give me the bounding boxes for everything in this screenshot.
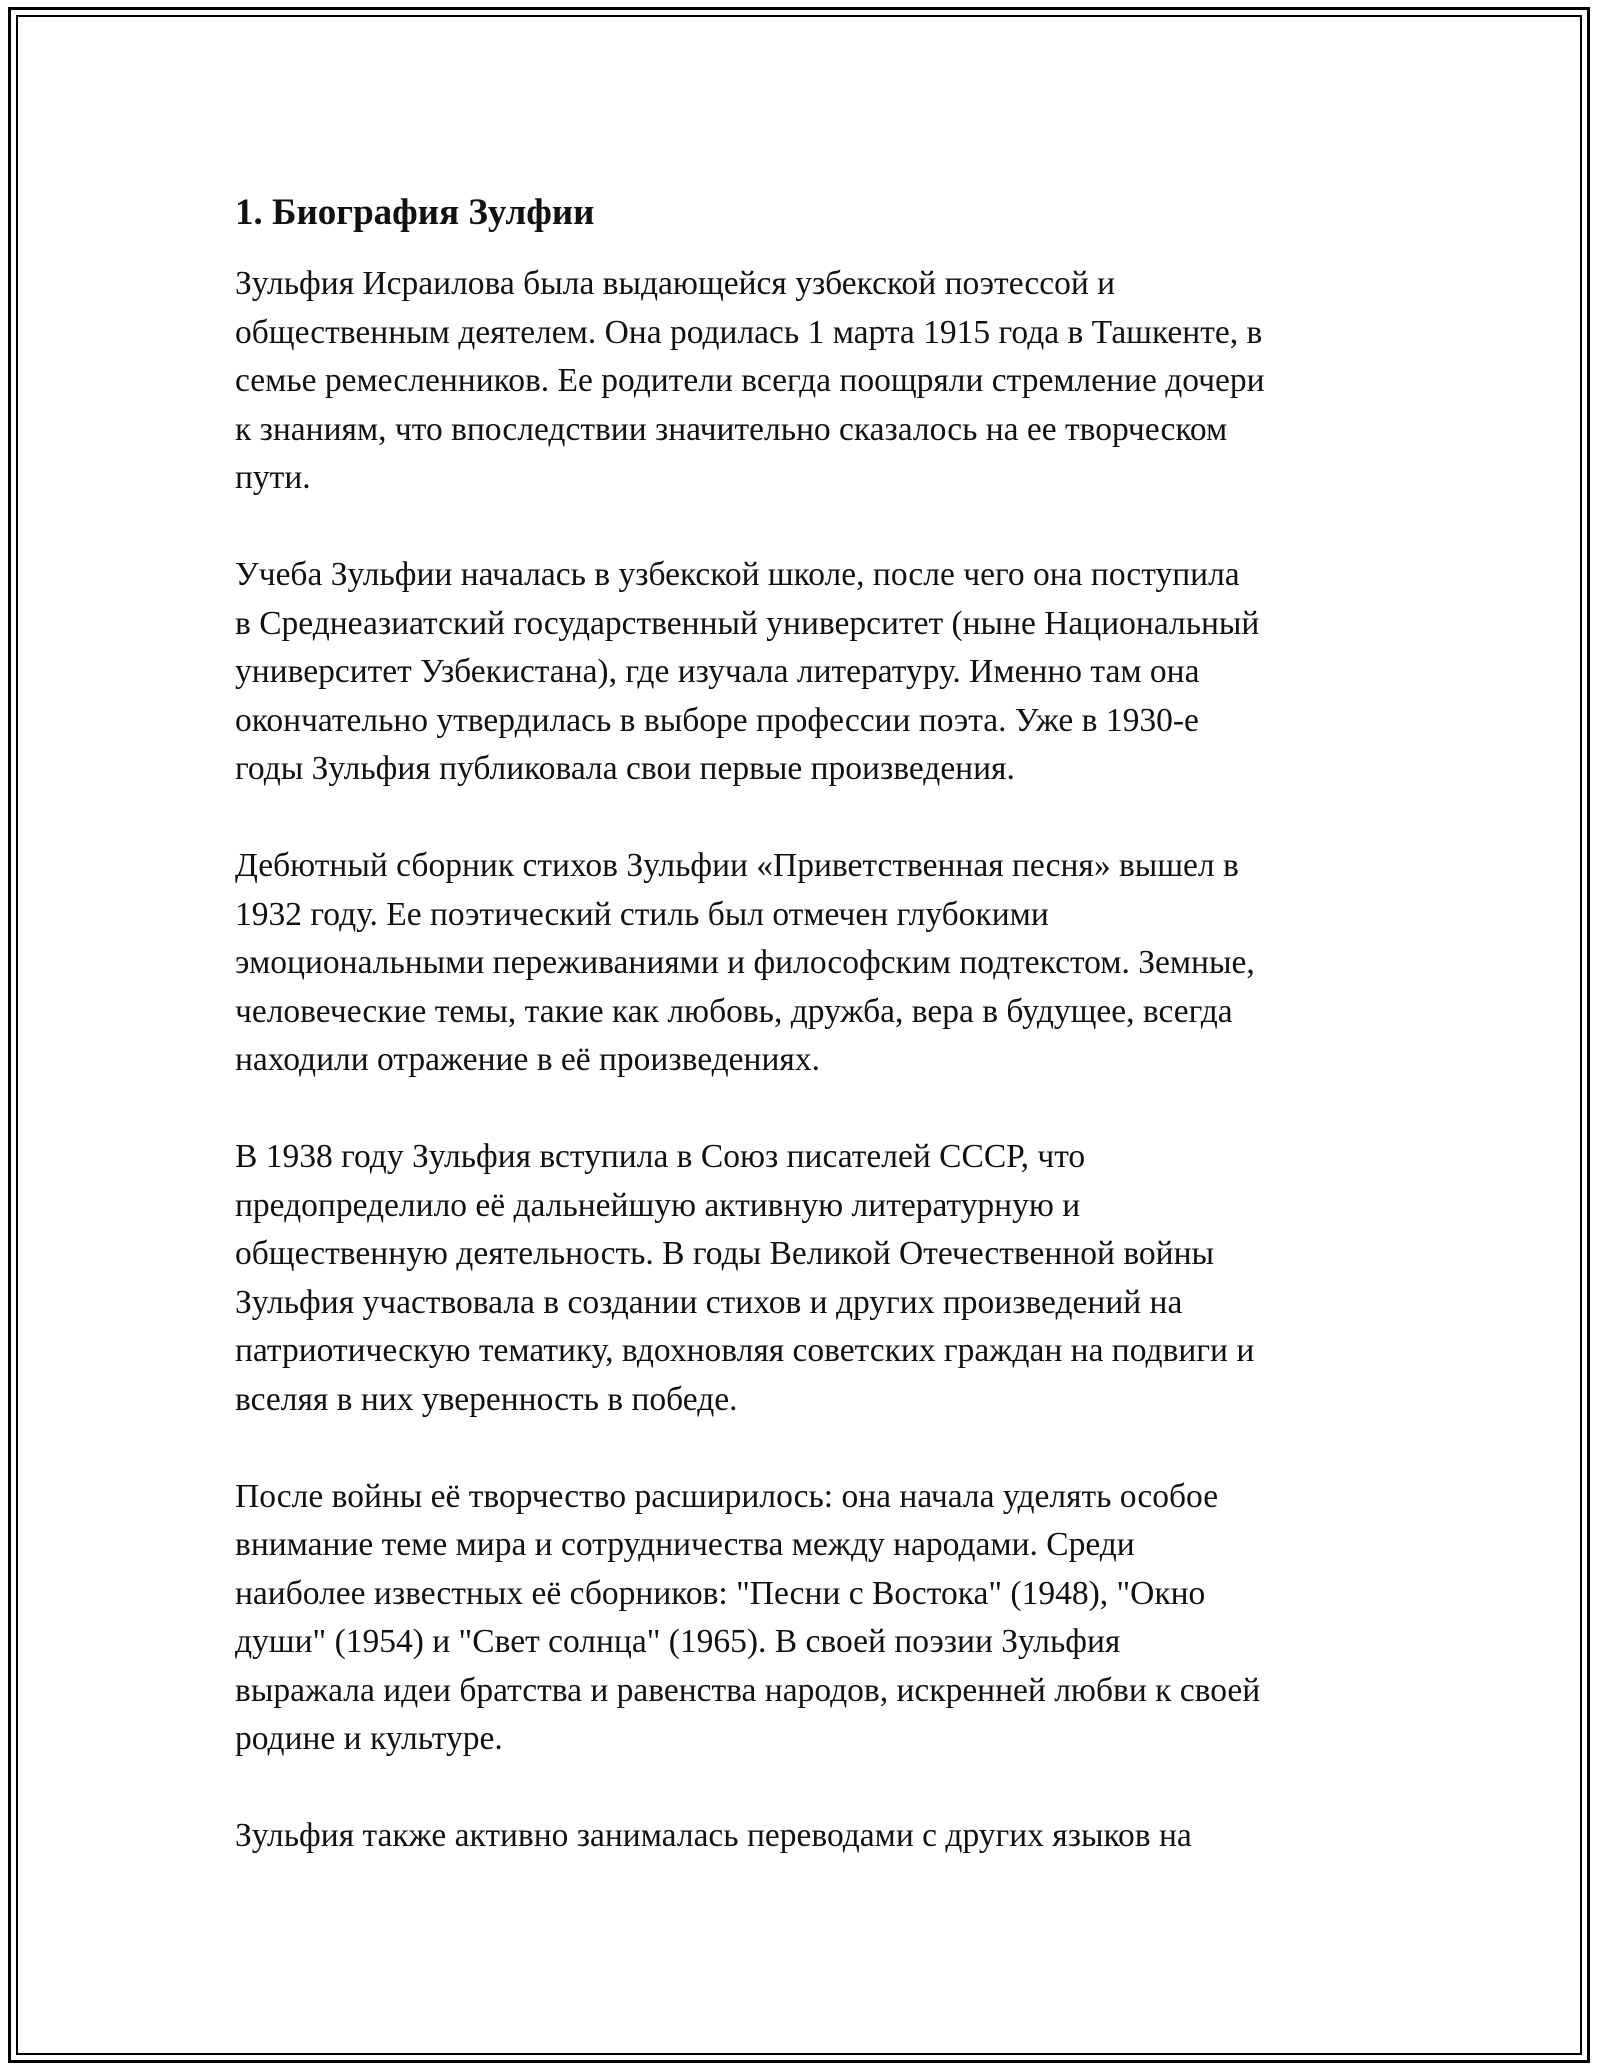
paragraph-6: Зульфия также активно занималась переводами с других языков на — [235, 1817, 1192, 1854]
paragraph-2: Учеба Зульфии началась в узбекской школе, после чего она поступила в Среднеазиатский государственный университет (ныне Национальный университет Узбекистана), где изучала литературу. Именно там она окончательно утвердилась в выборе профессии поэта. Уже в 1930-е годы Зульфия публиковала свои первые произведения. — [235, 556, 1260, 787]
document-body — [235, 188, 1395, 1909]
paragraph-1: Зульфия Исраилова была выдающейся узбекской поэтессой и общественным деятелем. Она родилась 1 марта 1915 года в Ташкенте, в семье ремесленников. Ее родители всегда поощряли стремление дочери к знаниям, что впоследствии значительно сказалось на ее творческом пути. — [235, 265, 1265, 496]
paragraph-5: После войны её творчество расширилось: она начала уделять особое внимание теме мира и сотрудничества между народами. Среди наиболее известных её сборников: "Песни с Востока" (1948), "Окно души" (1954) и "Свет солнца" (1965). В своей поэзии Зульфия выражала идеи братства и равенства народов, искренней любви к своей родине и культуре. — [235, 1477, 1261, 1757]
paragraph-3: Дебютный сборник стихов Зульфии «Приветственная песня» вышел в 1932 году. Ее поэтический стиль был отмечен глубокими эмоциональными переживаниями и философским подтекстом. Земные, человеческие темы, такие как любовь, дружба, вера в будущее, всегда находили отражение в её произведениях. — [235, 847, 1255, 1078]
paragraph-4: В 1938 году Зульфия вступила в Союз писателей СССР, что предопределило её дальнейшую активную литературную и общественную деятельность. В годы Великой Отечественной войны Зульфия участвовала в создании стихов и других произведений на патриотическую тематику, вдохновляя советских граждан на подвиги и вселяя в них уверенность в победе. — [235, 1138, 1255, 1418]
section-heading: 1. Биография Зулфии — [235, 192, 595, 233]
